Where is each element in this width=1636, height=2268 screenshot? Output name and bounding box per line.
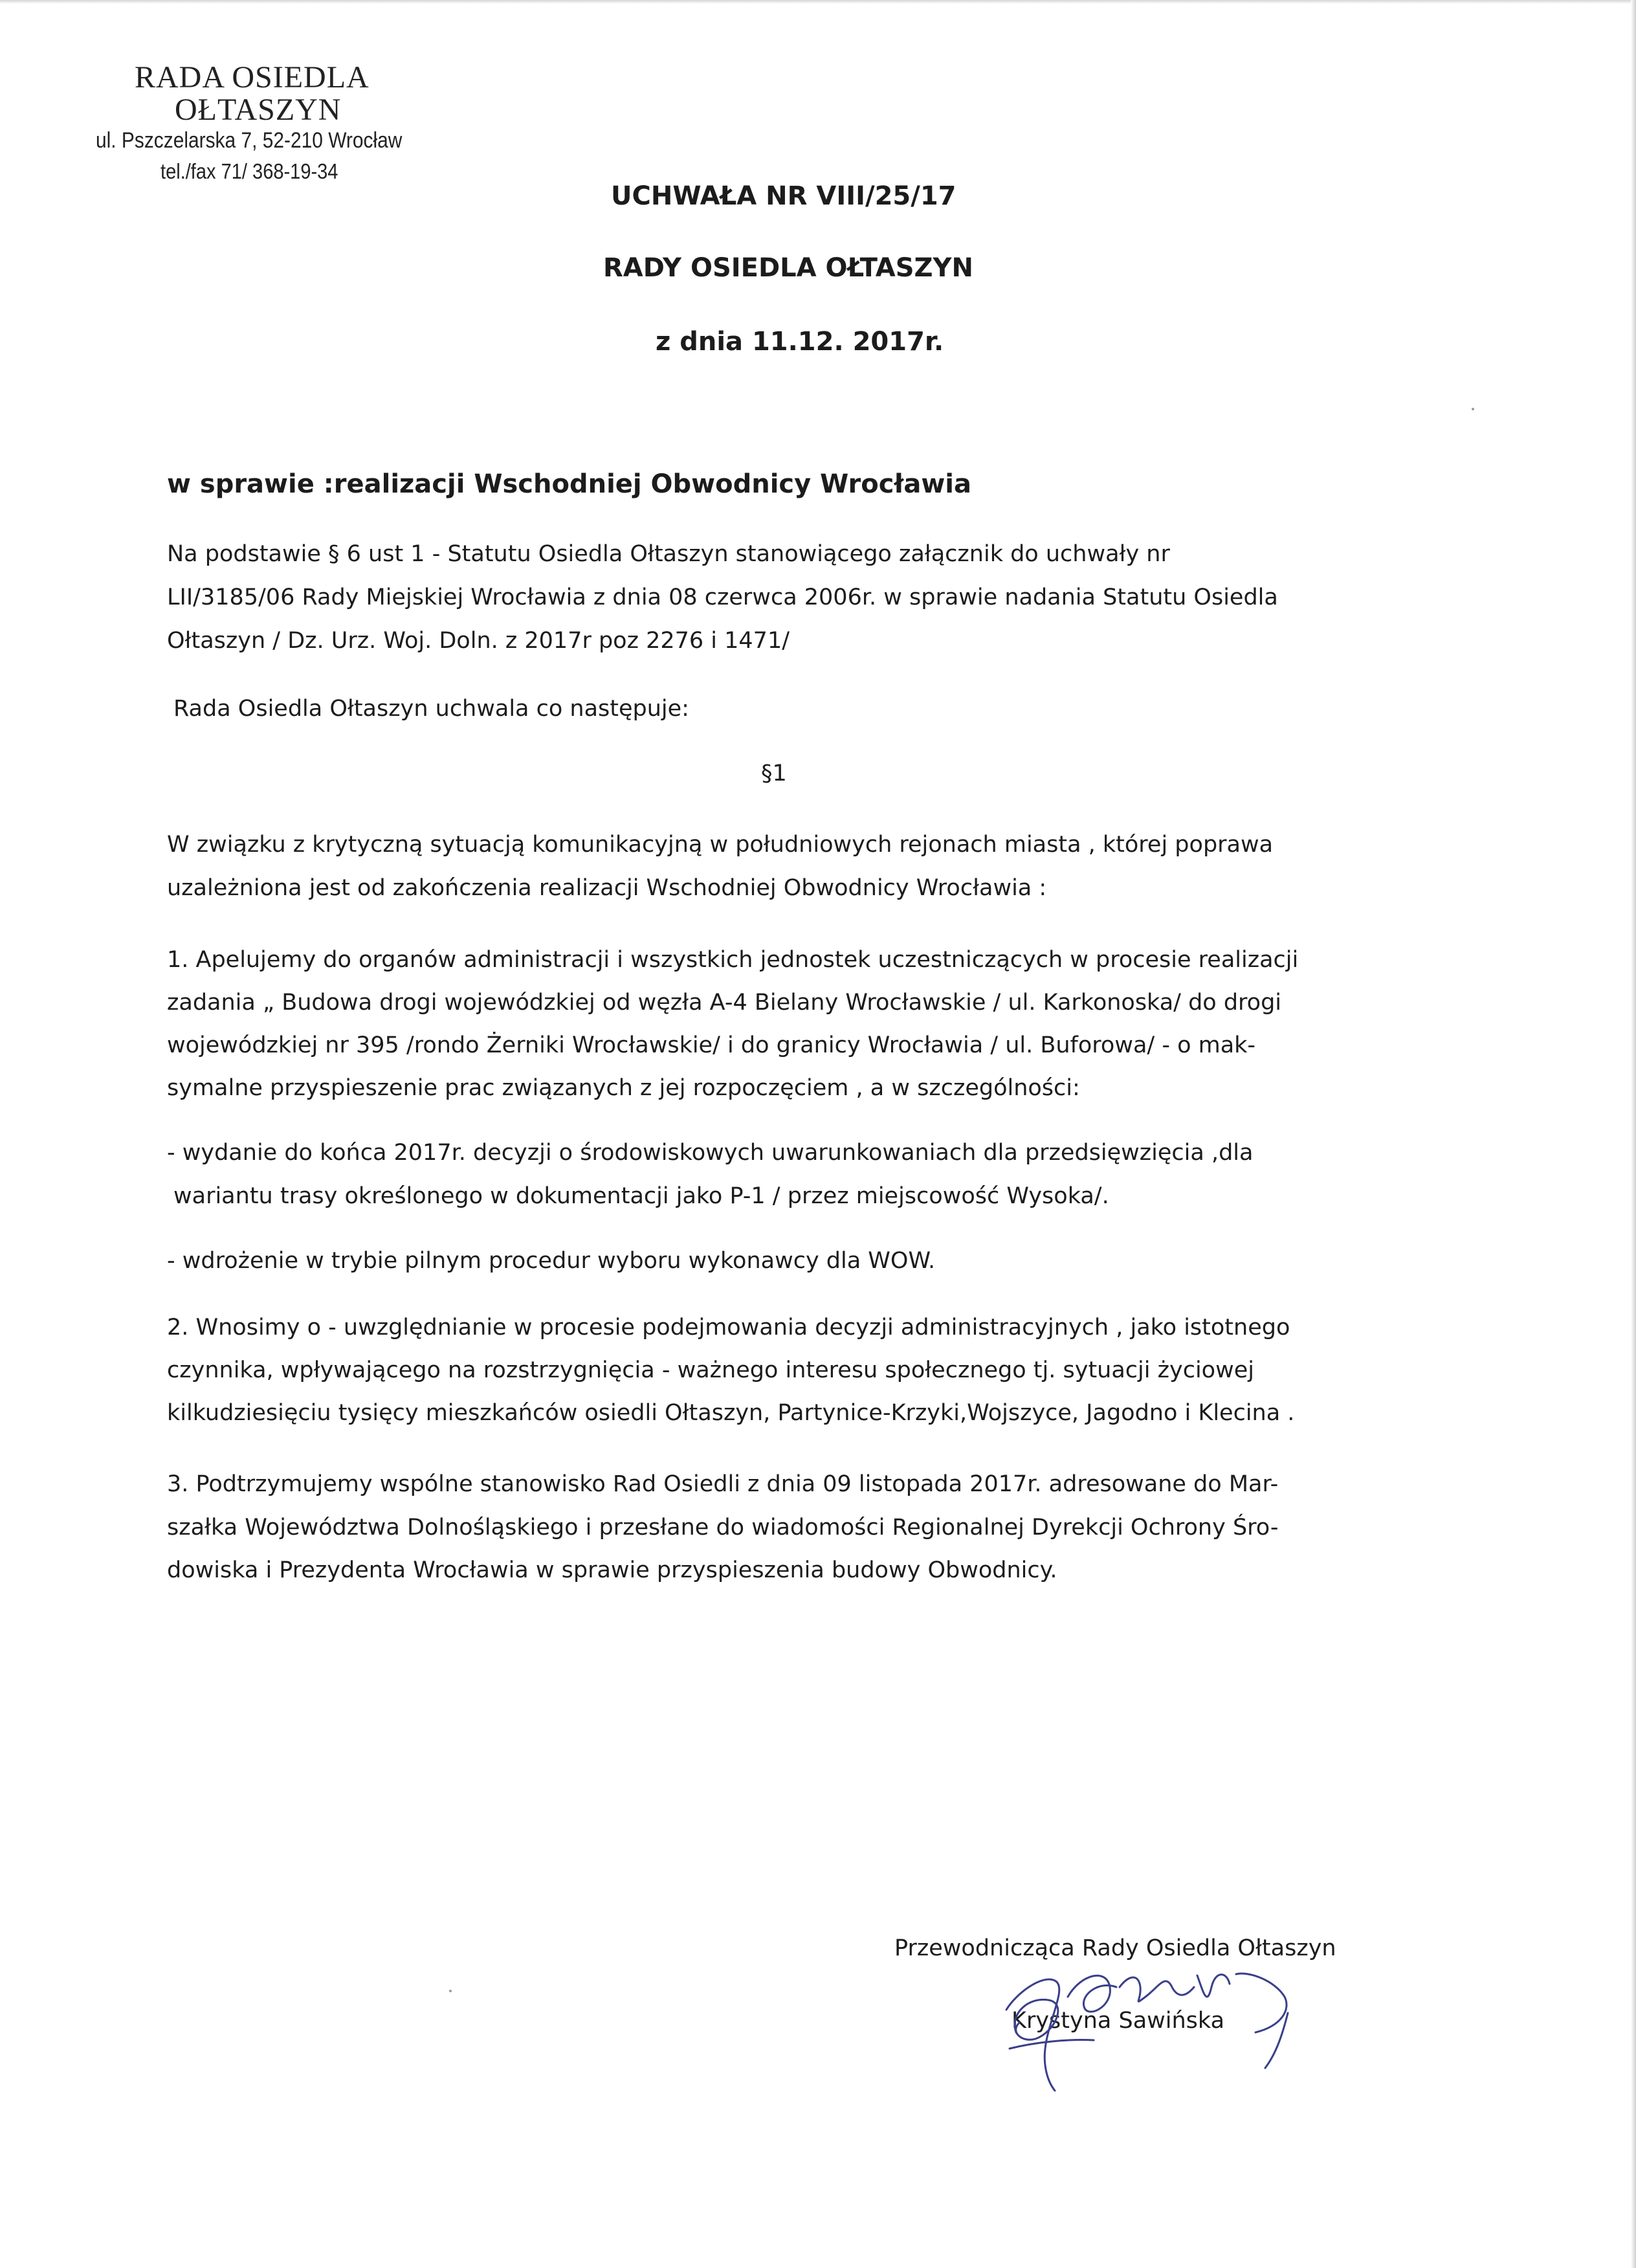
stamp-phone: tel./fax 71/ 368-19-34 bbox=[160, 159, 338, 183]
text-line: szałka Województwa Dolnośląskiego i przesłane do wiadomości Regionalnej Dyrekcji Ochrony Śro- bbox=[167, 1515, 1279, 1540]
resolution-date: z dnia 11.12. 2017r. bbox=[656, 327, 944, 357]
text-line: kilkudziesięciu tysięcy mieszkańców osiedli Ołtaszyn, Partynice-Krzyki,Wojszyce, Jagodno i Klecina . bbox=[167, 1400, 1295, 1426]
text-line: - wydanie do końca 2017r. decyzji o środowiskowych uwarunkowaniach dla przedsięwzięcia ,dla bbox=[167, 1140, 1254, 1166]
signatory-title: Przewodnicząca Rady Osiedla Ołtaszyn bbox=[894, 1935, 1336, 1961]
scan-edge bbox=[1631, 0, 1636, 2268]
signatory-name: Krystyna Sawińska bbox=[1011, 2008, 1225, 2034]
resolution-number: UCHWAŁA NR VIII/25/17 bbox=[611, 181, 956, 211]
scan-speck bbox=[1472, 408, 1474, 410]
signature-stroke bbox=[1265, 2013, 1288, 2068]
text-line: 3. Podtrzymujemy wspólne stanowisko Rad Osiedli z dnia 09 listopada 2017r. adresowane do Mar- bbox=[167, 1471, 1279, 1497]
scan-speck bbox=[449, 1990, 452, 1992]
stamp-address: ul. Pszczelarska 7, 52-210 Wrocław bbox=[96, 128, 403, 153]
text-line: LII/3185/06 Rady Miejskiej Wrocławia z dnia 08 czerwca 2006r. w sprawie nadania Statutu Osiedla bbox=[167, 584, 1278, 610]
text-line: - wdrożenie w trybie pilnym procedur wyboru wykonawcy dla WOW. bbox=[167, 1248, 936, 1274]
signature-stroke bbox=[1197, 1975, 1230, 1997]
text-line: 2. Wnosimy o - uwzględnianie w procesie podejmowania decyzji administracyjnych , jako istotnego bbox=[167, 1315, 1290, 1340]
text-line: dowiska i Prezydenta Wrocławia w sprawie przyspieszenia budowy Obwodnicy. bbox=[167, 1557, 1057, 1583]
resolution-body: RADY OSIEDLA OŁTASZYN bbox=[603, 253, 973, 283]
signature-stroke bbox=[1068, 1975, 1116, 2012]
resolves-line: Rada Osiedla Ołtaszyn uchwala co następuje: bbox=[173, 696, 689, 722]
text-line: czynnika, wpływającego na rozstrzygnięcia - ważnego interesu społecznego tj. sytuacji życiowej bbox=[167, 1357, 1254, 1383]
text-line: Na podstawie § 6 ust 1 - Statutu Osiedla Ołtaszyn stanowiącego załącznik do uchwały nr bbox=[167, 541, 1170, 567]
signature-stroke bbox=[1120, 1977, 1194, 2001]
signature-stroke bbox=[1236, 1973, 1287, 2032]
resolution-subject: w sprawie :realizacji Wschodniej Obwodnicy Wrocławia bbox=[167, 469, 971, 499]
text-line: wariantu trasy określonego w dokumentacji jako P-1 / przez miejscowość Wysoka/. bbox=[173, 1183, 1109, 1209]
stamp-subtitle: OŁTASZYN bbox=[175, 93, 342, 127]
handwritten-signature bbox=[971, 1935, 1307, 2104]
paragraph-sign: §1 bbox=[761, 761, 787, 786]
text-line: symalne przyspieszenie prac związanych z jej rozpoczęciem , a w szczególności: bbox=[167, 1075, 1080, 1101]
text-line: zadania „ Budowa drogi wojewódzkiej od węzła A-4 Bielany Wrocławskie / ul. Karkonoska/ do drogi bbox=[167, 990, 1282, 1016]
signature-stroke bbox=[1006, 1979, 1059, 2091]
text-line: W związku z krytyczną sytuacją komunikacyjną w południowych rejonach miasta , której poprawa bbox=[167, 832, 1274, 858]
scan-edge bbox=[0, 0, 1636, 4]
stamp-title: RADA OSIEDLA bbox=[135, 60, 370, 94]
signature-stroke bbox=[1010, 2040, 1094, 2049]
text-line: uzależniona jest od zakończenia realizacji Wschodniej Obwodnicy Wrocławia : bbox=[167, 875, 1047, 901]
text-line: 1. Apelujemy do organów administracji i wszystkich jednostek uczestniczących w procesie realizacji bbox=[167, 947, 1299, 973]
text-line: wojewódzkiej nr 395 /rondo Żerniki Wrocławskie/ i do granicy Wrocławia / ul. Buforowa/ - o mak- bbox=[167, 1032, 1256, 1058]
text-line: Ołtaszyn / Dz. Urz. Woj. Doln. z 2017r poz 2276 i 1471/ bbox=[167, 628, 790, 654]
